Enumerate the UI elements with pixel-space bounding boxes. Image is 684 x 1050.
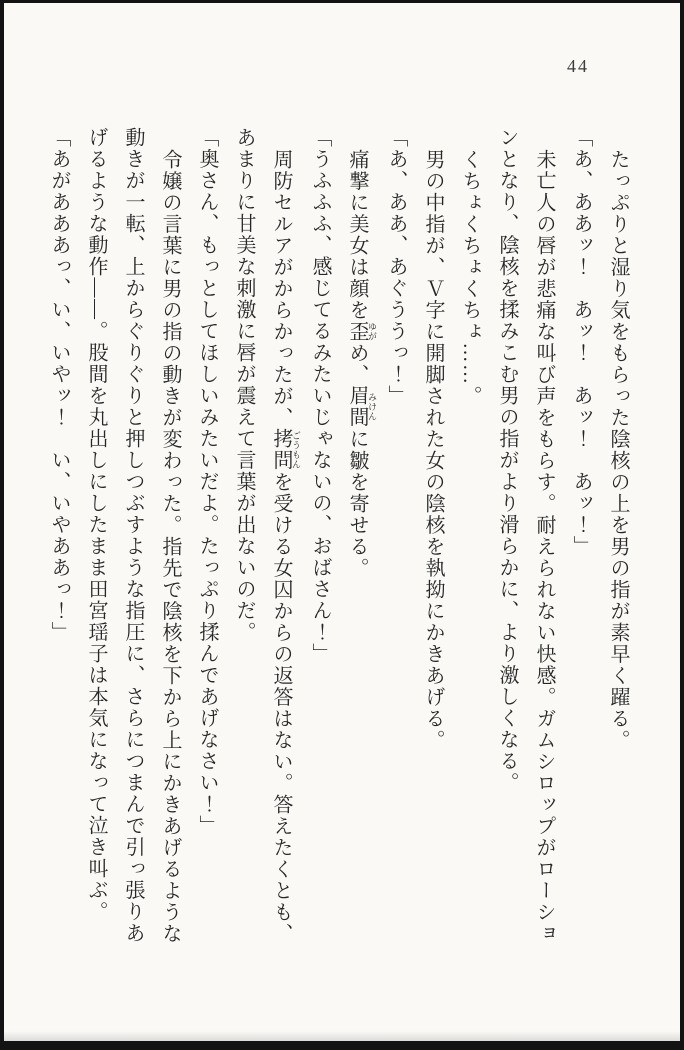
text-column: たっぷりと湿り気をもらった陰核の上を男の指が素早く躍る。: [607, 148, 629, 751]
text-column: 「うふふふ、感じてるみたいじゃないの、おばさん！」: [309, 127, 331, 665]
text-column: 痛撃に美女は顔を歪 ゆがめ、眉間 みけんに皺を寄せる。: [346, 148, 377, 579]
text-column: 「奥さん、もっとしてほしいみたいだよ。たっぷり揉んであげなさい！」: [196, 127, 218, 837]
text-column: くちょくちょくちょ……。: [459, 148, 481, 407]
text-column: 「あがあああっ、い、いやッ！ い、いやああっ！」: [48, 127, 70, 643]
text-column: ンとなり、陰核を揉みこむ男の指がより滑らかに、より激しくなる。: [496, 127, 518, 794]
text-column: 男の中指が、Ｖ字に開脚された女の陰核を執拗にかきあげる。: [422, 148, 444, 751]
text-column: 「あ、ああ、あぐううっ！」: [385, 127, 407, 407]
text-column: 周防セルアがからかったが、拷問 ごうもんを受ける女囚からの返答はない。答えたくとも、: [270, 148, 301, 944]
ruby-annotated-word: 歪 ゆが: [346, 320, 377, 342]
page-number: 44: [567, 56, 589, 76]
text-column: 未亡人の唇が悲痛な叫び声をもらす。耐えられない快感。ガムシロップがローショ: [533, 148, 555, 944]
text-column: 動きが一転、上からぐりぐりと押しつぶすような指圧に、さらにつまんで引っ張りあ: [122, 127, 144, 944]
text-block: [40, 127, 636, 967]
text-column: げるような動作――。股間を丸出しにしたまま田宮瑶子は本気になって泣き叫ぶ。: [85, 127, 107, 923]
text-column: あまりに甘美な刺激に唇が震えて言葉が出ないのだ。: [233, 127, 255, 643]
text-column: 「あ、ああッ！ あッ！ あッ！ あッ！」: [570, 127, 592, 557]
text-column: 令嬢の言葉に男の指の動きが変わった。指先で陰核を下から上にかきあげるような: [159, 148, 181, 944]
ruby-annotated-word: 拷問 ごうもん: [270, 428, 301, 471]
ruby-annotated-word: 眉間 みけん: [346, 385, 377, 428]
